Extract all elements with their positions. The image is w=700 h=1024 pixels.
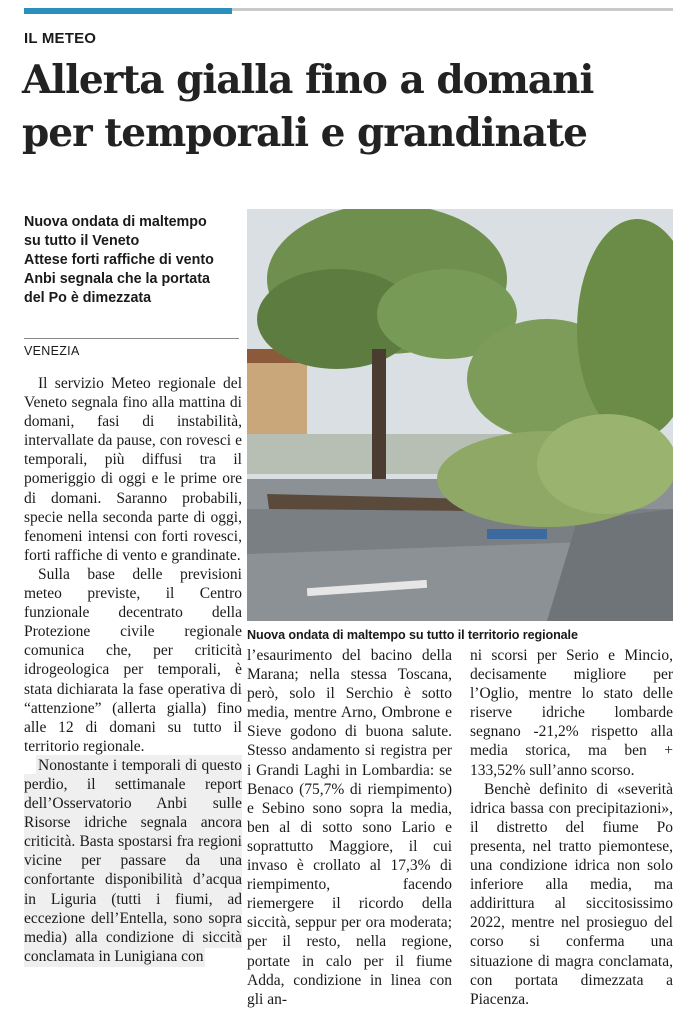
dateline: VENEZIA (24, 344, 80, 358)
paragraph: Sulla base delle previsioni meteo previste, il Centro funzionale decentrato della Protezione civile regionale comunica che, per criticità idrogeologica per temporali, è stata dichiarata la fase operativa di “attenzione” (allerta gialla) fino alle 12 di domani su tutto il territorio regionale. (24, 565, 242, 755)
dateline-rule (24, 338, 239, 339)
subhead-line: Anbi segnala che la portata (24, 271, 210, 287)
headline-line-1: Allerta gialla fino a domani (22, 57, 594, 103)
article-column-2 (247, 646, 452, 1009)
article-column-3 (470, 646, 673, 1009)
headline-line-2: per temporali e grandinate (22, 110, 587, 156)
paragraph: ni scorsi per Serio e Mincio, decisamente migliore per l’Oglio, mentre lo stato delle riserve idriche lombarde segnano -21,2% rispetto alla media storica, ma ben + 133,52% sull’anno scorso. (470, 647, 673, 779)
headline (22, 54, 682, 160)
article-column-1 (24, 374, 242, 966)
highlighted-text: Nonostante i temporali di questo perdio, il settimanale report dell’Osservatorio Anbi sulle Risorse idriche segnala ancora criticità. Basta spostarsi fra regioni vicine per passare da una confortante disponibilità d’acqua in Liguria (tutti i fiumi, ad eccezione dell’Entella, sono sopra media) alla condizione di siccità conclamata in Lunigiana con (24, 756, 242, 965)
paragraph: Benchè definito di «severità idrica bassa con precipitazioni», il distretto del fiume Po presenta, nel tratto piemontese, una condizione idrica non solo inferiore alla media, ma addirittura al siccitosissimo 2022, mentre nel prosieguo del corso si conferma una situazione di magra conclamata, con portata dimezzata a Piacenza. (470, 780, 673, 1008)
subheadline (24, 213, 239, 308)
paragraph (24, 756, 242, 966)
news-photo (247, 209, 673, 621)
subhead-line: del Po è dimezzata (24, 290, 152, 306)
section-accent-bar (24, 8, 232, 14)
fallen-tree-photo (247, 209, 673, 621)
photo-caption: Nuova ondata di maltempo su tutto il territorio regionale (247, 628, 578, 642)
subhead-line: su tutto il Veneto (24, 233, 140, 249)
subhead-line: Nuova ondata di maltempo (24, 214, 207, 230)
subhead-line: Attese forti raffiche di vento (24, 252, 214, 268)
paragraph: l’esaurimento del bacino della Marana; nella stessa Toscana, però, solo il Serchio è sotto media, mentre Arno, Ombrone e Sieve godono di buona salute. Stesso andamento si registra per i Grandi Laghi in Lombardia: se Benaco (75,7% di riempimento) e Sebino sono sopra la media, ben al di sotto sono Lario e soprattutto Maggiore, il cui invaso è crollato al 17,3% di riempimento, facendo riemergere il ricordo della siccità, seppur per ora moderata; per il resto, nella regione, portate in calo per il fiume Adda, condizione in linea con gli an- (247, 647, 452, 1008)
section-label: IL METEO (24, 30, 97, 47)
paragraph: Il servizio Meteo regionale del Veneto segnala fino alla mattina di domani, fasi di instabilità, intervallate da pause, con rovesci e temporali, più diffusi tra il pomeriggio di oggi e le prime ore di domani. Saranno probabili, specie nella seconda parte di oggi, fenomeni intensi con forti rovesci, forti raffiche di vento e grandinate. (24, 375, 242, 564)
